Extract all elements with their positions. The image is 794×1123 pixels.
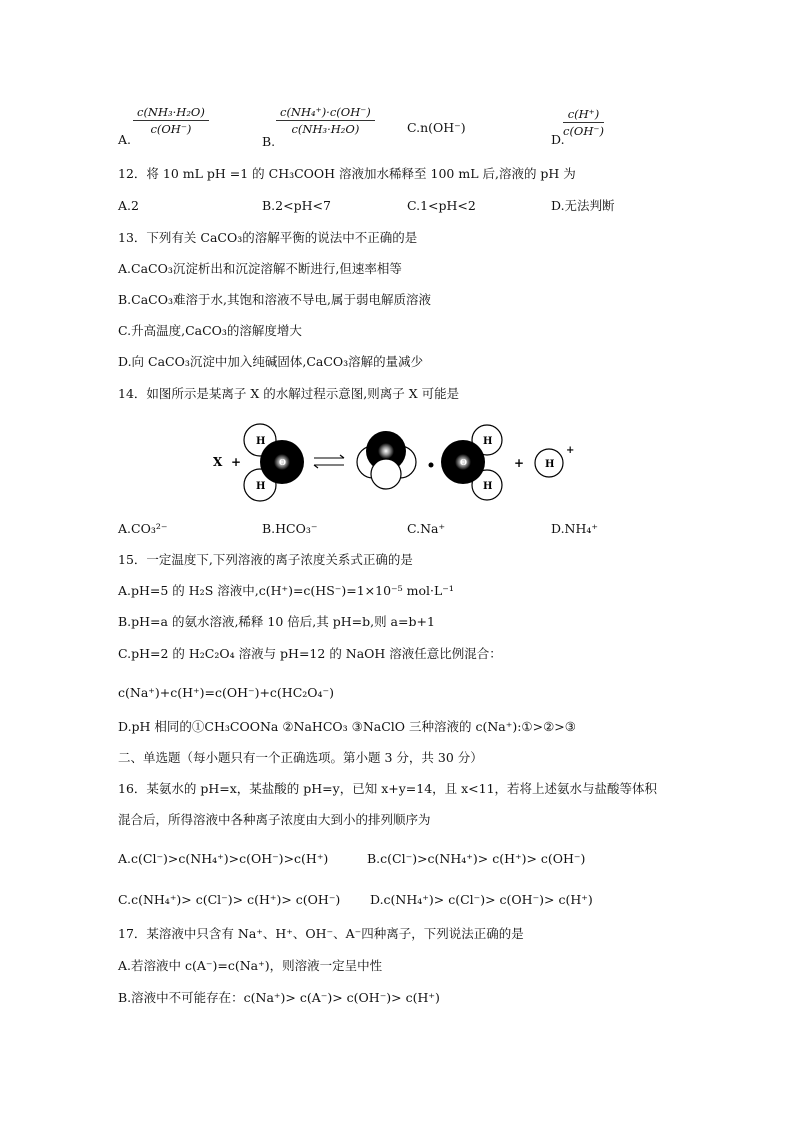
q11-option-c: C.n(OH⁻) [407, 120, 466, 135]
q11-option-b-fraction [276, 105, 375, 136]
q17-option-a: A.若溶液中 c(A⁻)=c(Na⁺)，则溶液一定呈中性 [118, 958, 383, 973]
q13-option-d: D.向 CaCO₃沉淀中加入纯碱固体,CaCO₃溶解的量减少 [118, 354, 424, 369]
q11-a-numerator: c(NH₃·H₂O) [133, 105, 209, 121]
q15-stem: 15．一定温度下,下列溶液的离子浓度关系式正确的是 [118, 552, 413, 567]
h-ion-charge: + [566, 445, 575, 456]
h-atom-label: H [483, 436, 493, 447]
q15-option-c: C.pH=2 的 H₂C₂O₄ 溶液与 pH=12 的 NaOH 溶液任意比例混合： [118, 646, 502, 661]
hydrogen-ion [535, 445, 574, 477]
q11-option-d-fraction [563, 107, 604, 138]
q11-option-b-label: B. [262, 134, 276, 149]
o-atom-label: O [279, 457, 286, 467]
separator-dot [429, 463, 434, 468]
q13-option-a: A.CaCO₃沉淀析出和沉淀溶解不断进行,但速率相等 [118, 261, 402, 276]
q12-option-a: A.2 [118, 198, 139, 213]
q15-option-d: D.pH 相同的①CH₃COONa ②NaHCO₃ ③NaClO 三种溶液的 c(Na⁺):①>②>③ [118, 719, 576, 734]
q14-option-a: A.CO₃²⁻ [118, 521, 168, 536]
q11-option-d-label: D. [551, 132, 565, 147]
q17-stem: 17．某溶液中只含有 Na⁺、H⁺、OH⁻、A⁻四种离子，下列说法正确的是 [118, 926, 524, 941]
q14-option-c: C.Na⁺ [407, 521, 446, 536]
q11-d-numerator: c(H⁺) [563, 107, 604, 123]
plus-sign-2: + [514, 456, 525, 470]
h-atom-label: H [545, 459, 555, 470]
q15-option-c-equation: c(Na⁺)+c(H⁺)=c(OH⁻)+c(HC₂O₄⁻) [118, 685, 335, 700]
q14-option-b: B.HCO₃⁻ [262, 521, 318, 536]
q13-option-c: C.升高温度,CaCO₃的溶解度增大 [118, 323, 302, 338]
q16-stem: 16．某氨水的 pH=x，某盐酸的 pH=y，已知 x+y=14，且 x<11，若将上述氨水与盐酸等体积 [118, 781, 658, 796]
q16-stem-continued: 混合后，所得溶液中各种离子浓度由大到小的排列顺序为 [118, 812, 431, 827]
q12-option-c: C.1<pH<2 [407, 198, 476, 213]
q13-stem: 13．下列有关 CaCO₃的溶解平衡的说法中不正确的是 [118, 230, 418, 245]
q11-option-a-label: A. [118, 132, 132, 147]
q16-option-b: B.c(Cl⁻)>c(NH₄⁺)> c(H⁺)> c(OH⁻) [367, 851, 586, 866]
plus-sign-1: + [231, 455, 242, 469]
q11-b-denominator: c(NH₃·H₂O) [291, 122, 360, 136]
q12-option-b: B.2<pH<7 [262, 198, 331, 213]
q17-option-b: B.溶液中不可能存在：c(Na⁺)> c(A⁻)> c(OH⁻)> c(H⁺) [118, 990, 440, 1005]
q15-option-b: B.pH=a 的氨水溶液,稀释 10 倍后,其 pH=b,则 a=b+1 [118, 614, 435, 629]
ion-product-molecule [357, 431, 416, 489]
q14-option-d: D.NH₄⁺ [551, 521, 598, 536]
water-molecule-2 [441, 425, 502, 500]
h-atom-label: H [256, 481, 266, 492]
q11-option-a-fraction [133, 105, 209, 136]
o-atom-label: O [460, 457, 467, 467]
q16-option-d: D.c(NH₄⁺)> c(Cl⁻)> c(OH⁻)> c(H⁺) [370, 892, 593, 907]
hydrolysis-diagram [200, 420, 600, 506]
q12-option-d: D.无法判断 [551, 198, 615, 213]
ion-x-label: X [213, 455, 223, 469]
q16-option-a: A.c(Cl⁻)>c(NH₄⁺)>c(OH⁻)>c(H⁺) [118, 851, 329, 866]
q11-b-numerator: c(NH₄⁺)·c(OH⁻) [276, 105, 375, 121]
equilibrium-arrow [314, 455, 344, 468]
q11-a-denominator: c(OH⁻) [150, 122, 192, 136]
h-atom-label: H [256, 436, 266, 447]
section-heading: 二、单选题（每小题只有一个正确选项。第小题 3 分，共 30 分） [118, 750, 483, 765]
q12-stem: 12．将 10 mL pH =1 的 CH₃COOH 溶液加水稀释至 100 mL 后,溶液的 pH 为 [118, 166, 576, 181]
q11-d-denominator: c(OH⁻) [563, 124, 604, 138]
q13-option-b: B.CaCO₃难溶于水,其饱和溶液不导电,属于弱电解质溶液 [118, 292, 431, 307]
water-molecule-1 [244, 424, 304, 501]
q15-option-a: A.pH=5 的 H₂S 溶液中,c(H⁺)=c(HS⁻)=1×10⁻⁵ mol·L⁻¹ [118, 583, 454, 598]
h-atom-label: H [483, 481, 493, 492]
q14-stem: 14．如图所示是某离子 X 的水解过程示意图,则离子 X 可能是 [118, 386, 460, 401]
q16-option-c: C.c(NH₄⁺)> c(Cl⁻)> c(H⁺)> c(OH⁻) [118, 892, 341, 907]
